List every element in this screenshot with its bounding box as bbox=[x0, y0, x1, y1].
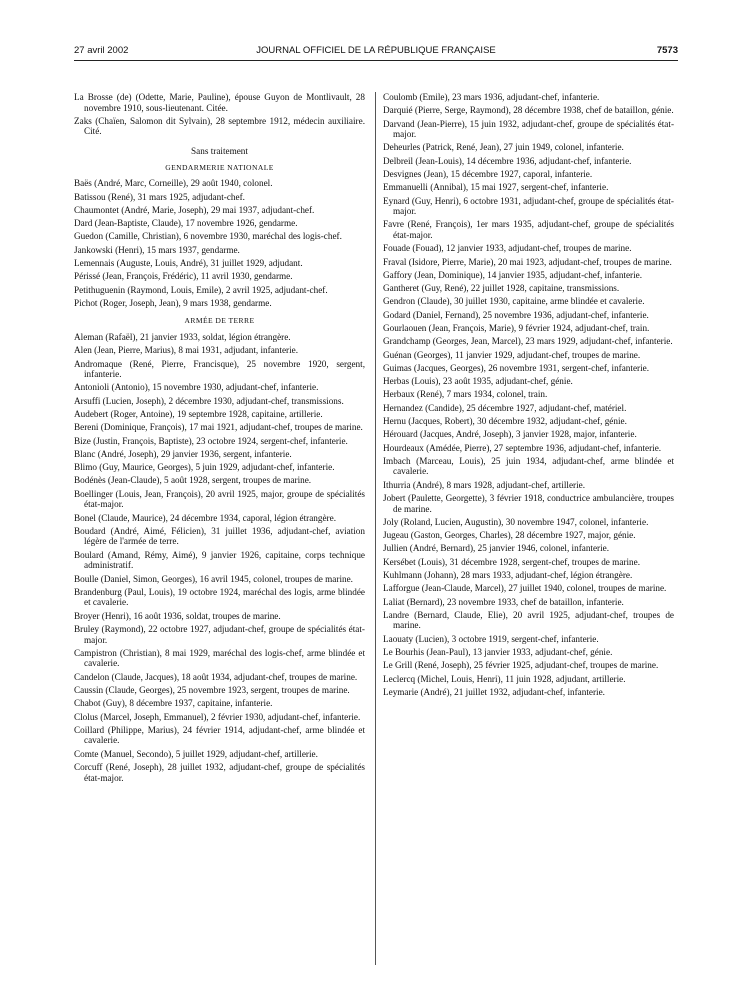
list-entry: Alen (Jean, Pierre, Marius), 8 mai 1931, adjudant, infanterie. bbox=[74, 345, 299, 356]
list-entry: Godard (Daniel, Fernand), 25 novembre 1936, adjudant-chef, infanterie. bbox=[383, 309, 649, 320]
header-page-number: 7573 bbox=[656, 45, 678, 56]
section-title: Sans traitement bbox=[191, 146, 248, 157]
list-entry: Hourdeaux (Amédée, Pierre), 27 septembre 1936, adjudant-chef, infanterie. bbox=[383, 442, 662, 453]
list-entry: Bruley (Raymond), 22 octobre 1927, adjudant-chef, groupe de spécialités état-major. bbox=[74, 624, 365, 645]
list-entry: Boellinger (Louis, Jean, François), 20 avril 1925, major, groupe de spécialités état-major. bbox=[74, 488, 365, 510]
list-entry: Eynard (Guy, Henri), 6 octobre 1931, adjudant-chef, groupe de spécialités état-major. bbox=[383, 195, 674, 217]
list-entry: Corcuff (René, Joseph), 28 juillet 1932, adjudant-chef, groupe de spécialités état-major. bbox=[74, 762, 365, 783]
list-entry: Bereni (Dominique, François), 17 mai 1921, adjudant-chef, troupes de marine. bbox=[74, 422, 363, 433]
list-entry: Coulomb (Emile), 23 mars 1936, adjudant-chef, infanterie. bbox=[383, 92, 600, 102]
list-entry: Guénan (Georges), 11 janvier 1929, adjudant-chef, troupes de marine. bbox=[383, 349, 641, 360]
list-entry: Campistron (Christian), 8 mai 1929, maréchal des logis-chef, arme blindée et cavalerie. bbox=[74, 647, 365, 669]
list-entry: Batissou (René), 31 mars 1925, adjudant-chef. bbox=[74, 191, 245, 202]
list-entry: Jobert (Paulette, Georgette), 3 février 1918, conductrice ambulancière, troupes de marine. bbox=[383, 492, 674, 514]
gendarmerie-title: GENDARMERIE NATIONALE bbox=[165, 162, 274, 172]
list-entry: Jullien (André, Bernard), 25 janvier 1946, colonel, infanterie. bbox=[383, 543, 610, 554]
list-entry: Hérouard (Jacques, André, Joseph), 3 janvier 1928, major, infanterie. bbox=[383, 429, 637, 440]
list-entry: Candelon (Claude, Jacques), 18 août 1934, adjudant-chef, troupes de marine. bbox=[74, 671, 358, 682]
list-entry: Audebert (Roger, Antoine), 19 septembre 1928, capitaine, artillerie. bbox=[74, 408, 323, 419]
list-entry: Gantheret (Guy, René), 22 juillet 1928, capitaine, transmissions. bbox=[383, 283, 620, 294]
list-entry: Fouade (Fouad), 12 janvier 1933, adjudant-chef, troupes de marine. bbox=[383, 243, 632, 254]
list-entry: Lemennais (Auguste, Louis, André), 31 juillet 1929, adjudant. bbox=[74, 257, 303, 268]
armee-left-list bbox=[74, 332, 365, 783]
list-entry: Leclercq (Michel, Louis, Henri), 11 juin 1928, adjudant, artillerie. bbox=[383, 673, 626, 684]
list-entry: Guedon (Camille, Christian), 6 novembre 1930, maréchal des logis-chef. bbox=[74, 231, 342, 242]
list-entry: Clolus (Marcel, Joseph, Emmanuel), 2 février 1930, adjudant-chef, infanterie. bbox=[74, 711, 361, 722]
left-column bbox=[74, 92, 365, 786]
list-entry: La Brosse (de) (Odette, Marie, Pauline), épouse Guyon de Montlivault, 28 novembre 1910, sous-lieutenant. Citée. bbox=[74, 92, 365, 113]
armee-right-list bbox=[383, 92, 674, 697]
list-entry: Dard (Jean-Baptiste, Claude), 17 novembre 1926, gendarme. bbox=[74, 218, 298, 229]
list-entry: Andromaque (René, Pierre, Francisque), 25 novembre 1920, sergent, infanterie. bbox=[74, 358, 365, 380]
list-entry: Leymarie (André), 21 juillet 1932, adjudant-chef, infanterie. bbox=[383, 686, 605, 697]
list-entry: Imbach (Marceau, Louis), 25 juin 1934, adjudant-chef, arme blindée et cavalerie. bbox=[383, 455, 674, 477]
list-entry: Kersébet (Louis), 31 décembre 1928, sergent-chef, troupes de marine. bbox=[383, 556, 640, 567]
list-entry: Aleman (Rafaël), 21 janvier 1933, soldat, légion étrangère. bbox=[74, 331, 291, 342]
header-date: 27 avril 2002 bbox=[74, 45, 129, 56]
left-top-list bbox=[74, 92, 365, 137]
armee-title: ARMÉE DE TERRE bbox=[184, 316, 255, 326]
list-entry: Arsuffi (Lucien, Joseph), 2 décembre 1930, adjudant-chef, transmissions. bbox=[74, 395, 344, 406]
list-entry: Le Grill (René, Joseph), 25 février 1925, adjudant-chef, troupes de marine. bbox=[383, 660, 659, 671]
list-entry: Comte (Manuel, Secondo), 5 juillet 1929, adjudant-chef, artillerie. bbox=[74, 748, 318, 759]
list-entry: Le Bourhis (Jean-Paul), 13 janvier 1933, adjudant-chef, génie. bbox=[383, 646, 613, 657]
page-header bbox=[74, 44, 678, 58]
list-entry: Bize (Justin, François, Baptiste), 23 octobre 1924, sergent-chef, infanterie. bbox=[74, 435, 348, 446]
gendarmerie-list bbox=[74, 178, 365, 308]
list-entry: Broyer (Henri), 16 août 1936, soldat, troupes de marine. bbox=[74, 610, 281, 621]
list-entry: Chaumontet (André, Marie, Joseph), 29 mai 1937, adjudant-chef. bbox=[74, 204, 315, 215]
list-entry: Darvand (Jean-Pierre), 15 juin 1932, adjudant-chef, groupe de spécialités état-major. bbox=[383, 118, 674, 140]
list-entry: Guimas (Jacques, Georges), 26 novembre 1931, sergent-chef, infanterie. bbox=[383, 362, 650, 373]
list-entry: Landre (Bernard, Claude, Elie), 20 avril 1925, adjudant-chef, troupes de marine. bbox=[383, 609, 674, 631]
list-entry: Bonel (Claude, Maurice), 24 décembre 1934, caporal, légion étrangère. bbox=[74, 512, 336, 523]
list-entry: Petithuguenin (Raymond, Louis, Emile), 2 avril 1925, adjudant-chef. bbox=[74, 284, 328, 295]
list-entry: Laouaty (Lucien), 3 octobre 1919, sergent-chef, infanterie. bbox=[383, 633, 599, 644]
list-entry: Delbreil (Jean-Louis), 14 décembre 1936, adjudant-chef, infanterie. bbox=[383, 155, 632, 166]
list-entry: Boudard (André, Aimé, Félicien), 31 juillet 1936, adjudant-chef, aviation légère de l'armée de terre. bbox=[74, 525, 365, 547]
list-entry: Zaks (Chaïen, Salomon dit Sylvain), 28 septembre 1912, médecin auxiliaire. Cité. bbox=[74, 115, 365, 137]
list-entry: Coillard (Philippe, Marius), 24 février 1914, adjudant-chef, arme blindée et cavalerie. bbox=[74, 724, 365, 746]
list-entry: Blanc (André, Joseph), 29 janvier 1936, sergent, infanterie. bbox=[74, 448, 292, 459]
list-entry: Laliat (Bernard), 23 novembre 1933, chef de bataillon, infanterie. bbox=[383, 596, 624, 607]
list-entry: Hernu (Jacques, Robert), 30 décembre 1932, adjudant-chef, génie. bbox=[383, 415, 627, 426]
list-entry: Herbas (Louis), 23 août 1935, adjudant-chef, génie. bbox=[383, 376, 573, 387]
list-entry: Gaffory (Jean, Dominique), 14 janvier 1935, adjudant-chef, infanterie. bbox=[383, 269, 643, 280]
header-rule bbox=[74, 60, 678, 61]
list-entry: Desvignes (Jean), 15 décembre 1927, caporal, infanterie. bbox=[383, 169, 593, 179]
list-entry: Chabot (Guy), 8 décembre 1937, capitaine, infanterie. bbox=[74, 698, 273, 709]
list-entry: Gendron (Claude), 30 juillet 1930, capitaine, arme blindée et cavalerie. bbox=[383, 296, 645, 307]
list-entry: Gourlaouen (Jean, François, Marie), 9 février 1924, adjudant-chef, train. bbox=[383, 323, 650, 333]
list-entry: Ithurria (André), 8 mars 1928, adjudant-chef, artillerie. bbox=[383, 479, 586, 490]
list-entry: Grandchamp (Georges, Jean, Marcel), 23 mars 1929, adjudant-chef, infanterie. bbox=[383, 336, 673, 347]
list-entry: Brandenburg (Paul, Louis), 19 octobre 1924, maréchal des logis, arme blindée et cavalerie. bbox=[74, 586, 365, 608]
list-entry: Antonioli (Antonio), 15 novembre 1930, adjudant-chef, infanterie. bbox=[74, 382, 319, 393]
list-entry: Baës (André, Marc, Corneille), 29 août 1940, colonel. bbox=[74, 178, 273, 189]
list-entry: Deheurles (Patrick, René, Jean), 27 juin 1949, colonel, infanterie. bbox=[383, 142, 624, 153]
list-entry: Boulard (Amand, Rémy, Aimé), 9 janvier 1926, capitaine, corps technique administratif. bbox=[74, 549, 365, 571]
list-entry: Herbaux (René), 7 mars 1934, colonel, train. bbox=[383, 389, 548, 400]
list-entry: Blimo (Guy, Maurice, Georges), 5 juin 1929, adjudant-chef, infanterie. bbox=[74, 462, 335, 473]
list-entry: Kuhlmann (Johann), 28 mars 1933, adjudant-chef, légion étrangère. bbox=[383, 569, 633, 580]
column-divider bbox=[375, 92, 376, 965]
list-entry: Favre (René, François), 1er mars 1935, adjudant-chef, groupe de spécialités état-major. bbox=[383, 219, 674, 241]
list-entry: Périssé (Jean, François, Frédéric), 11 avril 1930, gendarme. bbox=[74, 271, 293, 282]
list-entry: Lafforgue (Jean-Claude, Marcel), 27 juillet 1940, colonel, troupes de marine. bbox=[383, 583, 667, 594]
right-column bbox=[383, 92, 674, 700]
list-entry: Fraval (Isidore, Pierre, Marie), 20 mai 1923, adjudant-chef, troupes de marine. bbox=[383, 256, 672, 267]
list-entry: Pichot (Roger, Joseph, Jean), 9 mars 1938, gendarme. bbox=[74, 297, 272, 308]
list-entry: Caussin (Claude, Georges), 25 novembre 1923, sergent, troupes de marine. bbox=[74, 685, 350, 696]
list-entry: Boulle (Daniel, Simon, Georges), 16 avril 1945, colonel, troupes de marine. bbox=[74, 573, 353, 584]
list-entry: Jankowski (Henri), 15 mars 1937, gendarme. bbox=[74, 244, 240, 255]
list-entry: Joly (Roland, Lucien, Augustin), 30 novembre 1947, colonel, infanterie. bbox=[383, 516, 649, 527]
list-entry: Jugeau (Gaston, Georges, Charles), 28 décembre 1927, major, génie. bbox=[383, 530, 636, 541]
list-entry: Hernandez (Candide), 25 décembre 1927, adjudant-chef, matériel. bbox=[383, 402, 627, 413]
list-entry: Darquié (Pierre, Serge, Raymond), 28 décembre 1938, chef de bataillon, génie. bbox=[383, 105, 674, 116]
header-title: JOURNAL OFFICIEL DE LA RÉPUBLIQUE FRANÇAISE bbox=[256, 45, 496, 56]
list-entry: Bodénès (Jean-Claude), 5 août 1928, sergent, troupes de marine. bbox=[74, 475, 312, 486]
list-entry: Emmanuelli (Annibal), 15 mai 1927, sergent-chef, infanterie. bbox=[383, 182, 609, 193]
